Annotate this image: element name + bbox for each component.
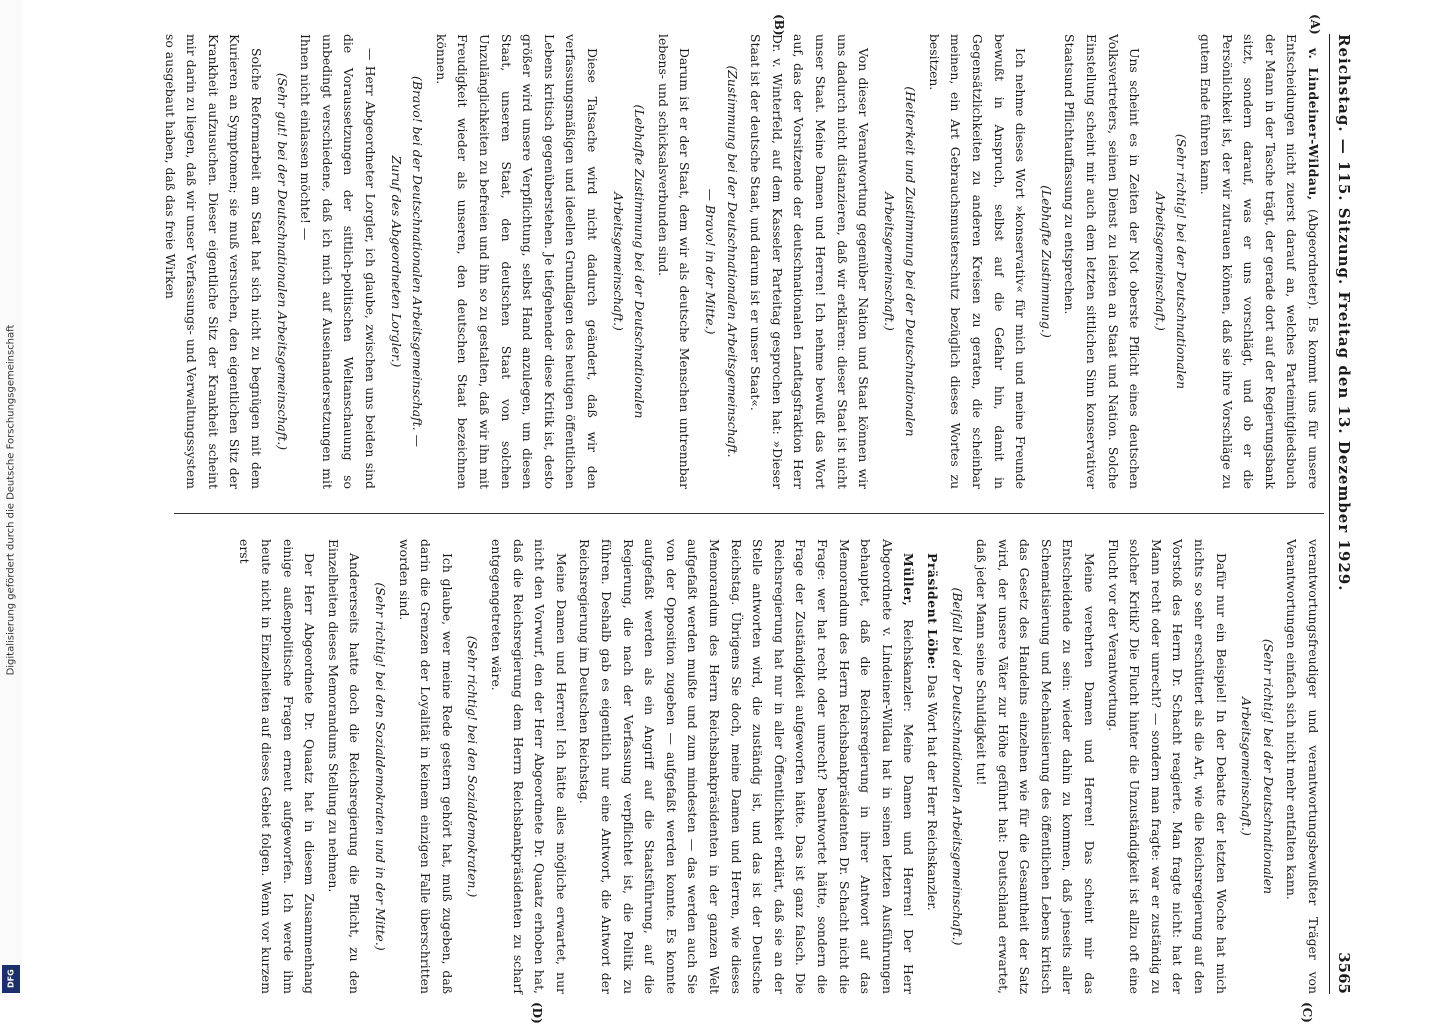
- stage-direction: (Bravo! bei der Deutschnationalen Arbeitsgemeinschaft. — Zuruf des Abgeordneten Lorgler.): [388, 76, 426, 447]
- digitization-note: Digitalisierung gefördert durch die Deutsche Forschungsgemeinschaft: [5, 324, 17, 676]
- page-title: Reichstag. — 115. Sitzung. Freitag den 13. Dezember 1929.: [1335, 34, 1353, 592]
- stage-direction: (Lebhafte Zustimmung.): [1038, 185, 1054, 338]
- dfg-logo: DFG: [2, 965, 20, 993]
- text-paragraph: Diese Tatsache wird nicht dadurch geändert, daß wir den verfassungsmäßigen und ideellen Grundlagen des heutigen öffentlichen Lebens kritisch gegenüberstehen. Je tiefgehender diese Kritik ist, desto größer wird unsere Verpflichtung, selbst Hand anzulegen, um diesen Staat, unseren Staat, den deutschen Staat von solchen Unzulänglichkeiten zu befreien und ihn so zu gestalten, daß wir ihn mit Freudigkeit wieder als unseren, den deutschen Staat bezeichnen können.: [433, 34, 600, 489]
- page-header: [1329, 34, 1358, 994]
- text-paragraph: Meine Damen und Herren! Ich hätte alles mögliche erwartet, nur nicht den Vorwurf, den der Herr Abgeordnete Dr. Quaatz erhoben hat, daß die Reichsregierung dem Herrn Reichsbankpräsidenten zu scharf entgegengetreten wäre.: [489, 539, 569, 994]
- speaker-name: Müller,: [901, 553, 917, 620]
- speech-text: Das Wort hat der Herr Reichskanzler.: [924, 674, 940, 911]
- speech-paragraph: [921, 539, 943, 994]
- stage-direction: (Lebhafte Zustimmung bei der Deutschnationalen Arbeitsgemeinschaft.): [610, 104, 648, 419]
- speaker-name: Präsident Löbe:: [924, 553, 940, 675]
- text-paragraph: Uns scheint es in Zeiten der Not oberste Pflicht eines deutschen Volksvertreters, seinen Dienst zu leisten an Staat und Nation. Solche Einstellung scheint mir auch dem letzten sittlichen Sinn konservativer Staatsund Pflichtauffassung zu entsprechen.: [1062, 34, 1143, 489]
- text-paragraph: Solche Reformarbeit am Staat hat sich nicht zu begnügen mit dem Kurieren an Symptomen; sie muß versuchen, den eigentlichen Sitz der Krankheit aufzusuchen. Dieser eigentliche Sitz der Krankheit scheint mir darin zu liegen, daß wir unser Verfassungs- und Verwaltungssystem so ausgebaut haben, daß das freie Wirken: [162, 34, 265, 489]
- page-number: 3565: [1335, 952, 1353, 994]
- digitization-strip: [0, 0, 22, 1000]
- speech-text: Reichskanzler: Meine Damen und Herren! Der Herr Abgeordnete v. Lindeiner-Wildau hat in seinen letzten Ausführungen behauptet, daß die Reichsregierung in ihrer Antwort auf das Memorandum des Herrn Reichsbankpräsidenten Dr. Schacht nicht die Frage: wer hat recht oder unrecht? beantwortet hätte, sondern die Frage der Zuständigkeit aufgeworfen hätte. Das ist ganz falsch. Die Reichsregierung hat nur in aller Öffentlichkeit erklärt, daß sie an der Stelle antworten wird, die zuständig ist, und das ist der Deutsche Reichstag. Übrigens Sie doch, meine Damen und Herren, wie dieses Memorandum des Herrn Reichsbankpräsidenten in der ganzen Welt aufgefaßt werden mußte und zum mindesten — das werden auch Sie von der Opposition zugeben — aufgefaßt werden konnte. Es konnte aufgefaßt werden als ein Angriff auf die Staatsführung, auf die Regierung, die nach der Verfassung verpflichtet ist, die Politik zu führen. Deshalb gab es eigentlich nur eine Antwort, die Antwort der Reichsregierung im Deutschen Reichstag.: [577, 539, 917, 994]
- margin-mark-a: (A): [1308, 14, 1322, 35]
- left-column: [162, 34, 1324, 489]
- stage-direction: (Beifall bei der Deutschnationalen Arbeitsgemeinschaft.): [950, 587, 966, 946]
- text-paragraph: — Herr Abgeordneter Lorgler, ich glaube, zwischen uns beiden sind die Voraussetzungen der sittlich-politischen Weltanschauung so unbedingt verschiedene, daß ich mich auf Auseinandersetzungen mit Ihnen nicht einlassen möchte! —: [298, 34, 379, 489]
- text-columns: [162, 14, 1324, 1024]
- column-rule: [174, 513, 1324, 514]
- speaker-name: v. Lindeiner-Wildau,: [1306, 48, 1321, 209]
- speech-text: (Abgeordneter). Es kommt uns für unsere Entscheidungen nicht zuerst darauf an, welches Parteimitgliedsbuch der Mann in der Tasche trägt, der gerade dort auf der Regierungsbank sitzt, sondern darauf, was er uns vorschlägt, und ob er die Persönlichkeit ist, der wir zutrauen können, daß sie ihre Vorschläge zu gutem Ende führen kann.: [1198, 34, 1321, 489]
- scanned-page: [162, 14, 1358, 1024]
- stage-direction: (Zustimmung bei der Deutschnationalen Arbeitsgemeinschaft. — Bravo! in der Mitte.): [702, 65, 740, 458]
- text-paragraph: Dafür nur ein Beispiel! In der Debatte der letzten Woche hat mich nichts so sehr erschüttert als die Art, wie die Reichsregierung auf den Vorstoß des Herrn Dr. Schacht reagierte. Man fragte nicht: hat der Mann recht oder unrecht? — sondern man fragte: war er zuständig zu solcher Kritik? Die Flucht hinter die Unzuständigkeit ist allzu oft eine Flucht vor der Verantwortung.: [1105, 539, 1229, 994]
- stage-direction: (Sehr richtig! bei den Sozialdemokraten.): [465, 635, 481, 898]
- stage-direction: (Heiterkeit und Zustimmung bei der Deutschnationalen Arbeitsgemeinschaft.): [881, 86, 919, 437]
- text-paragraph: Andererseits hatte doch die Reichsregierung die Pflicht, zu den Einzelheiten dieses Memorandums Stellung zu nehmen.: [325, 539, 363, 994]
- stage-direction: (Sehr richtig! bei der Deutschnationalen Arbeitsgemeinschaft.): [1152, 133, 1190, 390]
- stage-direction: (Sehr richtig! bei der Deutschnationalen Arbeitsgemeinschaft.): [1239, 638, 1276, 895]
- text-paragraph: Der Herr Abgeordnete Dr. Quaatz hat in diesem Zusammenhang einige außenpolitische Fragen erneut aufgeworfen. Ich werde ihm heute nicht in Einzelheiten auf dieses Gebiet folgen. Wenn vor kurzem erst: [237, 539, 318, 994]
- text-paragraph: Meine verehrten Damen und Herren! Das scheint mir das Entscheidende zu sein: wieder dahin zu kommen, daß jenseits aller Schematisierung und Mechanisierung des öffentlichen Lebens kritisch das Gesetz des Handelns einzelnen wie für die Gesamtheit der Satz wird, der unsere Väter zur Höhe geführt hat: Deutschland erwartet, daß jeder Mann seine Schuldigkeit tut!: [974, 539, 1098, 994]
- stage-direction: (Sehr richtig! bei den Sozialdemokraten und in der Mitte.): [373, 582, 389, 951]
- text-paragraph: Von dieser Verantwortung gegenüber Nation und Staat können wir uns dadurch nicht distanzieren, daß wir erklären: dieser Staat ist nicht unser Staat. Meine Damen und Herren! Ich nehme bewußt das Wort auf, das der Vorsitzende der deutschnationalen Landtagsfraktion Herr Dr. v. Winterfeld, auf dem Kasseler Parteitag gesprochen hat: »Dieser Staat ist der deutsche Staat, und darum ist er unser Staat«.: [748, 34, 872, 489]
- text-paragraph: Ich glaube, wer meine Rede gestern gehört hat, muß zugeben, daß darin die Grenzen der Loyalität in keinem einzigen Falle überschritten worden sind.: [396, 539, 455, 994]
- speech-paragraph: [574, 539, 920, 994]
- margin-mark-b: (B): [772, 14, 786, 36]
- margin-mark-c: (C): [1300, 1002, 1314, 1023]
- right-column: [174, 539, 1324, 994]
- text-paragraph: Darum ist er der Staat, dem wir als deutsche Menschen untrennbar lebens- und schicksalsverbunden sind.: [655, 34, 693, 489]
- margin-mark-d: (D): [530, 1002, 544, 1024]
- text-paragraph: Ich nehme dieses Wort »konservativ« für mich und meine Freunde bewußt in Anspruch, selbst auf die Gefahr hin, damit in Gegensätzlichkeiten zu anderen Kreisen zu geraten, die scheinbar meinen, ein Art Gebrauchsmusterschutz bezüglich dieses Wortes zu besitzen.: [926, 34, 1029, 489]
- text-paragraph: verantwortungsfreudiger und verantwortungsbewußter Träger von Verantwortungen einfach sich nicht mehr entfalten kann.: [1284, 539, 1321, 994]
- stage-direction: (Sehr gut! bei der Deutschnationalen Arbeitsgemeinschaft.): [274, 72, 290, 451]
- speech-paragraph: [1194, 34, 1324, 489]
